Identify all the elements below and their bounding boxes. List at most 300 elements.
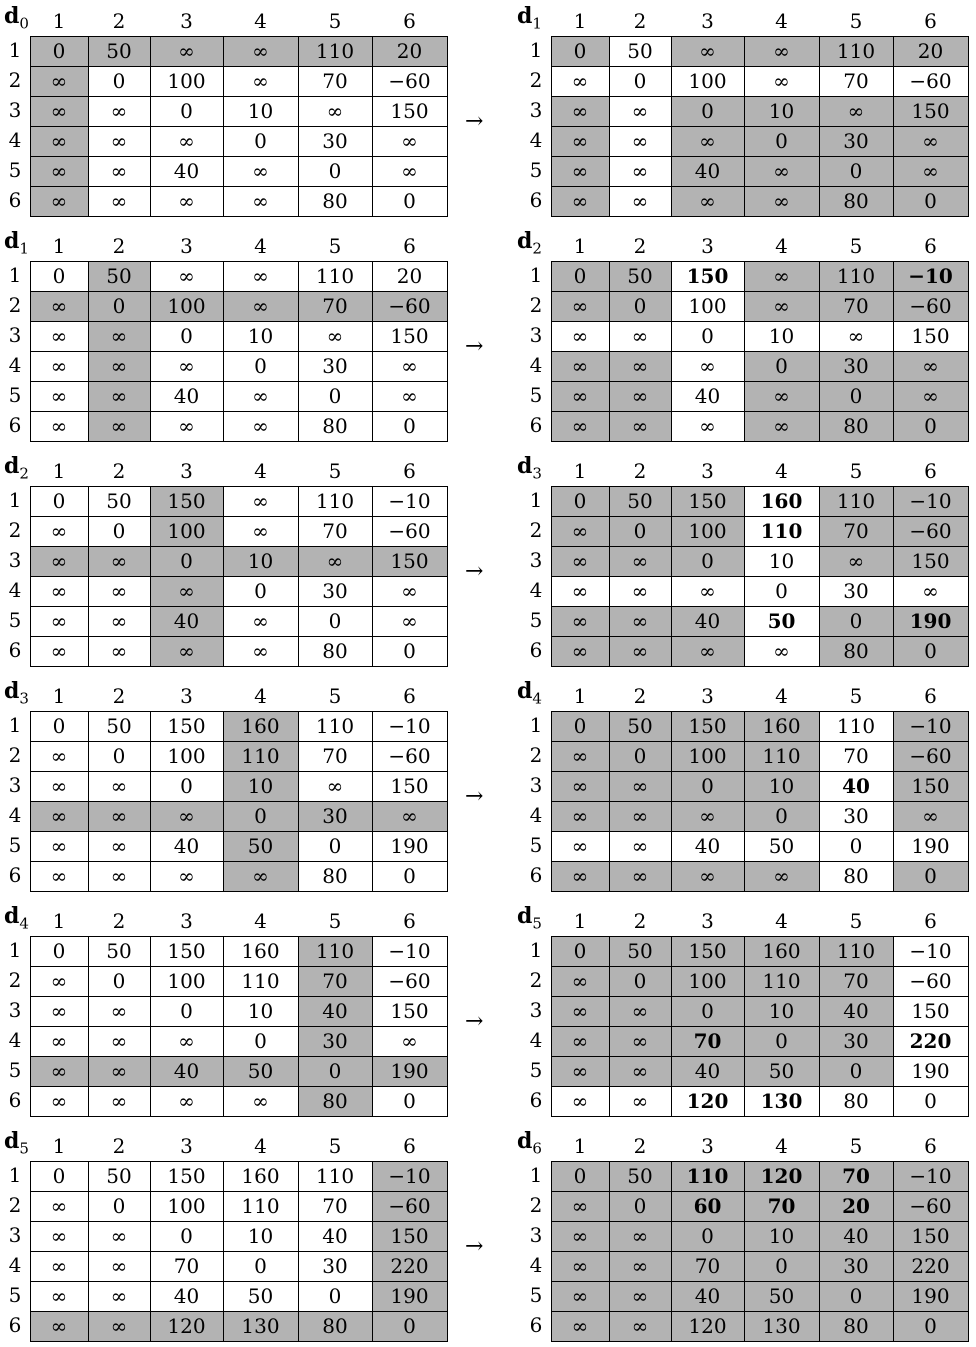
arrow-icon: → xyxy=(465,109,484,134)
matrix-cell: 110 xyxy=(315,489,355,513)
matrix-cell: ∞ xyxy=(609,546,671,576)
matrix-cell: 30 xyxy=(322,129,348,153)
grid-line xyxy=(30,36,448,37)
grid-line xyxy=(819,486,820,667)
matrix-cell: 0 xyxy=(609,516,671,546)
matrix-cell: ∞ xyxy=(571,69,589,93)
matrix-cell: 110 xyxy=(298,936,372,966)
grid-line xyxy=(671,936,672,1117)
matrix-cell: 50 xyxy=(627,39,653,63)
grid-line xyxy=(551,36,969,37)
grid-line xyxy=(968,936,969,1117)
matrix-cell: 50 xyxy=(106,714,132,738)
matrix-cell: 0 xyxy=(150,546,223,576)
matrix-cell: ∞ xyxy=(150,36,223,66)
matrix-cell: −10 xyxy=(893,486,968,516)
matrix-cell: 70 xyxy=(322,69,348,93)
matrix-cell: 150 xyxy=(167,714,206,738)
matrix-cell: 160 xyxy=(744,711,819,741)
matrix-cell: ∞ xyxy=(744,36,819,66)
matrix-cell: 130 xyxy=(760,1089,803,1113)
matrix-cell: 0 xyxy=(403,864,416,888)
grid-line xyxy=(819,261,820,442)
row-header: 3 xyxy=(529,323,543,347)
matrix-cell: 0 xyxy=(223,801,298,831)
matrix-cell: ∞ xyxy=(551,996,609,1026)
matrix-cell: ∞ xyxy=(88,351,150,381)
matrix-cell: 190 xyxy=(893,1281,968,1311)
matrix-cell: 80 xyxy=(322,189,348,213)
matrix-cell: 70 xyxy=(843,744,869,768)
matrix-cell: ∞ xyxy=(252,609,269,633)
matrix-cell: 110 xyxy=(744,741,819,771)
matrix-cell: 0 xyxy=(403,1089,416,1113)
matrix-cell: ∞ xyxy=(551,1251,609,1281)
column-header: 6 xyxy=(924,9,937,33)
matrix-cell: 0 xyxy=(819,606,893,636)
matrix-cell: 0 xyxy=(88,291,150,321)
grid-line xyxy=(551,1086,969,1087)
matrix-cell: 110 xyxy=(241,1194,280,1218)
column-header: 2 xyxy=(112,909,126,933)
row-header: 6 xyxy=(8,863,22,887)
row-header: 4 xyxy=(529,578,543,602)
column-header: 2 xyxy=(112,234,126,258)
matrix-cell: 0 xyxy=(180,99,193,123)
matrix-cell: 0 xyxy=(328,834,342,858)
grid-line xyxy=(30,411,448,412)
matrix-cell: ∞ xyxy=(609,1281,671,1311)
matrix-cell: ∞ xyxy=(671,126,744,156)
column-header: 5 xyxy=(328,9,342,33)
matrix-cell: ∞ xyxy=(252,264,269,288)
column-header: 2 xyxy=(633,459,647,483)
column-header: 5 xyxy=(328,459,342,483)
matrix-cell: ∞ xyxy=(609,1311,671,1341)
matrix-cell: 0 xyxy=(30,36,88,66)
column-header: 4 xyxy=(775,1134,788,1158)
matrix-label-sub: 2 xyxy=(532,239,542,258)
matrix-cell: 0 xyxy=(52,264,66,288)
row-header: 5 xyxy=(8,1058,22,1082)
matrix-cell: 0 xyxy=(744,126,819,156)
matrix-label-name: d xyxy=(517,1128,533,1154)
matrix-cell: 0 xyxy=(701,324,714,348)
column-header: 4 xyxy=(254,9,267,33)
matrix-cell: 0 xyxy=(671,771,744,801)
matrix-cell: ∞ xyxy=(819,546,893,576)
matrix-cell: 0 xyxy=(254,129,267,153)
grid-line xyxy=(551,96,969,97)
column-header: 1 xyxy=(573,459,587,483)
matrix-cell: 100 xyxy=(150,516,223,546)
matrix-cell: 50 xyxy=(223,1056,298,1086)
matrix-cell: ∞ xyxy=(178,189,195,213)
matrix-cell: 110 xyxy=(836,714,876,738)
column-header: 3 xyxy=(701,459,714,483)
matrix-cell: ∞ xyxy=(252,384,269,408)
grid-line xyxy=(551,1251,969,1252)
grid-line xyxy=(30,156,448,157)
matrix-cell: 0 xyxy=(671,96,744,126)
matrix-cell: 0 xyxy=(893,186,968,216)
matrix-cell: 0 xyxy=(328,159,342,183)
matrix-label-name: d xyxy=(517,678,533,704)
grid-line xyxy=(744,1161,745,1342)
matrix-cell: −10 xyxy=(388,714,431,738)
matrix-cell: 50 xyxy=(744,1056,819,1086)
matrix-cell: ∞ xyxy=(609,606,671,636)
matrix-cell: 0 xyxy=(744,351,819,381)
matrix-cell: ∞ xyxy=(110,99,128,123)
matrix-cell: ∞ xyxy=(631,834,649,858)
column-header: 2 xyxy=(112,1134,126,1158)
row-header: 4 xyxy=(529,128,543,152)
grid-line xyxy=(298,711,299,892)
matrix-cell: ∞ xyxy=(609,411,671,441)
row-header: 6 xyxy=(529,863,543,887)
row-header: 5 xyxy=(529,158,543,182)
matrix-cell: ∞ xyxy=(30,546,88,576)
matrix-cell: 150 xyxy=(671,486,744,516)
matrix-cell: 50 xyxy=(744,1281,819,1311)
matrix-cell: ∞ xyxy=(110,159,128,183)
matrix-cell: 0 xyxy=(819,156,893,186)
matrix-cell: 10 xyxy=(768,324,795,348)
matrix-cell: ∞ xyxy=(50,1194,68,1218)
matrix-cell: ∞ xyxy=(671,801,744,831)
matrix-cell: ∞ xyxy=(326,324,344,348)
matrix-cell: 20 xyxy=(372,36,447,66)
matrix-cell: 0 xyxy=(180,999,193,1023)
column-header: 1 xyxy=(52,9,66,33)
matrix-cell: ∞ xyxy=(671,186,744,216)
matrix-cell: 30 xyxy=(322,354,348,378)
matrix-label-sub: 4 xyxy=(532,689,542,708)
matrix-cell: ∞ xyxy=(551,1026,609,1056)
matrix-cell: 110 xyxy=(223,741,298,771)
matrix-cell: ∞ xyxy=(298,546,372,576)
matrix-cell: ∞ xyxy=(50,1254,68,1278)
matrix-cell: ∞ xyxy=(571,834,589,858)
matrix-cell: ∞ xyxy=(609,861,671,891)
matrix-cell: ∞ xyxy=(551,1056,609,1086)
matrix-cell: 110 xyxy=(819,36,893,66)
matrix-cell: 40 xyxy=(694,834,721,858)
grid-line xyxy=(551,126,969,127)
grid-line xyxy=(223,1161,224,1342)
grid-line xyxy=(30,831,448,832)
grid-line xyxy=(968,1161,969,1342)
row-header: 4 xyxy=(8,128,22,152)
matrix-cell: ∞ xyxy=(609,996,671,1026)
matrix-cell: ∞ xyxy=(401,1029,418,1053)
matrix-cell: 100 xyxy=(688,69,727,93)
grid-line xyxy=(609,261,610,442)
grid-line xyxy=(893,36,894,217)
matrix-cell: −60 xyxy=(893,291,968,321)
grid-line xyxy=(551,486,552,667)
grid-line xyxy=(968,486,969,667)
matrix-cell: 100 xyxy=(167,969,206,993)
matrix-cell: −10 xyxy=(893,261,968,291)
row-header: 2 xyxy=(529,518,543,542)
grid-line xyxy=(551,831,969,832)
grid-line xyxy=(551,576,969,577)
matrix-cell: 150 xyxy=(390,999,429,1023)
grid-line xyxy=(150,36,151,217)
column-header: 5 xyxy=(849,9,863,33)
matrix-cell: 120 xyxy=(671,1311,744,1341)
grid-line xyxy=(551,1161,969,1162)
matrix-cell: −60 xyxy=(388,519,431,543)
grid-line xyxy=(150,261,151,442)
matrix-cell: 80 xyxy=(843,1089,869,1113)
matrix-label-sub: 3 xyxy=(532,464,542,483)
column-header: 3 xyxy=(701,9,714,33)
grid-line xyxy=(671,1161,672,1342)
grid-line xyxy=(819,36,820,217)
matrix-cell: ∞ xyxy=(551,636,609,666)
matrix-cell: 10 xyxy=(744,96,819,126)
grid-line xyxy=(30,291,448,292)
matrix-cell: 130 xyxy=(223,1311,298,1341)
grid-line xyxy=(30,861,448,862)
matrix-cell: −10 xyxy=(388,939,431,963)
matrix-label-name: d xyxy=(517,453,533,479)
grid-line xyxy=(223,36,224,217)
row-header: 4 xyxy=(529,353,543,377)
matrix-cell: 80 xyxy=(298,1311,372,1341)
matrix-cell: 0 xyxy=(671,546,744,576)
matrix-label-sub: 3 xyxy=(19,689,29,708)
matrix-cell: 10 xyxy=(768,549,795,573)
matrix-cell: ∞ xyxy=(50,519,68,543)
matrix-label-name: d xyxy=(4,678,20,704)
matrix-cell: 0 xyxy=(328,609,342,633)
matrix-cell: 0 xyxy=(403,189,416,213)
matrix-cell: 100 xyxy=(150,291,223,321)
row-header: 6 xyxy=(8,188,22,212)
column-header: 3 xyxy=(701,909,714,933)
matrix-cell: 0 xyxy=(328,384,342,408)
row-header: 4 xyxy=(8,1028,22,1052)
matrix-cell: ∞ xyxy=(893,381,968,411)
grid-line xyxy=(88,36,89,217)
row-header: 6 xyxy=(529,188,543,212)
grid-line xyxy=(30,1311,448,1312)
column-header: 6 xyxy=(403,684,416,708)
matrix-cell: −10 xyxy=(372,1161,447,1191)
matrix-cell: 0 xyxy=(744,801,819,831)
column-header: 1 xyxy=(573,684,587,708)
grid-line xyxy=(30,1251,448,1252)
row-header: 4 xyxy=(529,803,543,827)
matrix-cell: ∞ xyxy=(847,324,865,348)
matrix-cell: ∞ xyxy=(551,291,609,321)
column-header: 3 xyxy=(180,459,193,483)
grid-line xyxy=(551,546,969,547)
matrix-cell: 50 xyxy=(609,261,671,291)
row-header: 2 xyxy=(529,68,543,92)
column-header: 2 xyxy=(633,9,647,33)
grid-line xyxy=(551,1221,969,1222)
row-header: 6 xyxy=(8,1313,22,1337)
grid-line xyxy=(223,261,224,442)
grid-line xyxy=(551,156,969,157)
matrix-cell: 0 xyxy=(52,714,66,738)
matrix-cell: ∞ xyxy=(609,381,671,411)
grid-line xyxy=(30,666,448,667)
matrix-cell: ∞ xyxy=(631,324,649,348)
grid-line xyxy=(150,1161,151,1342)
matrix-cell: 0 xyxy=(403,639,416,663)
grid-line xyxy=(551,711,552,892)
matrix-cell: 0 xyxy=(254,579,267,603)
column-header: 5 xyxy=(328,909,342,933)
matrix-cell: 0 xyxy=(609,1191,671,1221)
matrix-cell: 70 xyxy=(298,966,372,996)
matrix-cell: 0 xyxy=(112,969,126,993)
matrix-cell: 100 xyxy=(671,741,744,771)
matrix-cell: ∞ xyxy=(88,546,150,576)
row-header: 3 xyxy=(8,1223,22,1247)
matrix-cell: 150 xyxy=(671,711,744,741)
matrix-cell: ∞ xyxy=(551,156,609,186)
matrix-cell: 0 xyxy=(819,381,893,411)
grid-line xyxy=(447,486,448,667)
grid-line xyxy=(30,801,448,802)
matrix-cell: ∞ xyxy=(50,774,68,798)
matrix-cell: ∞ xyxy=(893,156,968,186)
matrix-label-sub: 1 xyxy=(19,239,29,258)
matrix-cell: 190 xyxy=(911,1059,950,1083)
matrix-cell: 110 xyxy=(241,969,280,993)
matrix-cell: 0 xyxy=(551,711,609,741)
grid-line xyxy=(551,321,969,322)
matrix-cell: ∞ xyxy=(30,126,88,156)
matrix-cell: 40 xyxy=(671,606,744,636)
matrix-cell: 70 xyxy=(819,966,893,996)
row-header: 1 xyxy=(8,488,22,512)
matrix-cell: 0 xyxy=(671,996,744,1026)
matrix-cell: 50 xyxy=(768,834,795,858)
grid-line xyxy=(551,441,969,442)
matrix-cell: 160 xyxy=(760,489,803,513)
grid-line xyxy=(298,1161,299,1342)
matrix-cell: 80 xyxy=(322,864,348,888)
column-header: 4 xyxy=(775,234,788,258)
matrix-cell: 100 xyxy=(167,69,206,93)
matrix-cell: 190 xyxy=(893,606,968,636)
grid-line xyxy=(551,1161,552,1342)
matrix-cell: 0 xyxy=(112,744,126,768)
matrix-cell: ∞ xyxy=(110,774,128,798)
matrix-cell: ∞ xyxy=(571,324,589,348)
column-header: 5 xyxy=(849,459,863,483)
matrix-cell: 0 xyxy=(112,1194,126,1218)
column-header: 4 xyxy=(254,684,267,708)
matrix-cell: ∞ xyxy=(252,189,269,213)
row-header: 5 xyxy=(529,833,543,857)
grid-line xyxy=(30,66,448,67)
grid-line xyxy=(893,936,894,1117)
matrix-cell: ∞ xyxy=(50,834,68,858)
matrix-cell: 70 xyxy=(298,291,372,321)
matrix-cell: ∞ xyxy=(50,999,68,1023)
matrix-cell: −10 xyxy=(909,939,952,963)
matrix-cell: −60 xyxy=(893,1191,968,1221)
grid-line xyxy=(30,381,448,382)
matrix-cell: ∞ xyxy=(631,159,649,183)
matrix-cell: ∞ xyxy=(178,1029,195,1053)
row-header: 4 xyxy=(8,803,22,827)
matrix-cell: ∞ xyxy=(30,1311,88,1341)
matrix-cell: 220 xyxy=(893,1251,968,1281)
grid-line xyxy=(968,261,969,442)
matrix-cell: ∞ xyxy=(893,126,968,156)
matrix-cell: 0 xyxy=(893,861,968,891)
matrix-cell: ∞ xyxy=(110,579,128,603)
row-header: 3 xyxy=(8,773,22,797)
matrix-cell: 40 xyxy=(322,1224,348,1248)
matrix-cell: ∞ xyxy=(893,351,968,381)
matrix-cell: ∞ xyxy=(631,1089,649,1113)
matrix-cell: 150 xyxy=(390,99,429,123)
grid-line xyxy=(968,711,969,892)
column-header: 6 xyxy=(403,234,416,258)
matrix-cell: ∞ xyxy=(30,801,88,831)
row-header: 6 xyxy=(8,638,22,662)
grid-line xyxy=(551,516,969,517)
column-header: 5 xyxy=(328,684,342,708)
grid-line xyxy=(551,741,969,742)
matrix-cell: 40 xyxy=(150,606,223,636)
matrix-cell: ∞ xyxy=(744,381,819,411)
matrix-cell: 50 xyxy=(106,939,132,963)
matrix-cell: ∞ xyxy=(110,1224,128,1248)
matrix-label-name: d xyxy=(517,3,533,29)
matrix-cell: 80 xyxy=(322,639,348,663)
matrix-cell: 30 xyxy=(843,579,869,603)
matrix-cell: ∞ xyxy=(50,639,68,663)
row-header: 3 xyxy=(529,998,543,1022)
column-header: 1 xyxy=(52,909,66,933)
matrix-cell: 20 xyxy=(819,1191,893,1221)
matrix-cell: 0 xyxy=(180,324,193,348)
grid-line xyxy=(551,261,552,442)
matrix-cell: ∞ xyxy=(178,414,195,438)
matrix-label-name: d xyxy=(517,903,533,929)
column-header: 1 xyxy=(52,234,66,258)
matrix-cell: 0 xyxy=(819,1281,893,1311)
matrix-cell: ∞ xyxy=(551,411,609,441)
matrix-cell: ∞ xyxy=(50,1029,68,1053)
grid-line xyxy=(30,966,448,967)
grid-line xyxy=(372,36,373,217)
matrix-cell: 150 xyxy=(390,324,429,348)
matrix-cell: ∞ xyxy=(551,96,609,126)
matrix-cell: ∞ xyxy=(178,864,195,888)
grid-line xyxy=(551,1056,969,1057)
grid-line xyxy=(372,711,373,892)
grid-line xyxy=(30,891,448,892)
grid-line xyxy=(30,36,31,217)
matrix-cell: ∞ xyxy=(150,636,223,666)
row-header: 2 xyxy=(8,743,22,767)
matrix-label-sub: 1 xyxy=(532,14,542,33)
grid-line xyxy=(30,711,31,892)
